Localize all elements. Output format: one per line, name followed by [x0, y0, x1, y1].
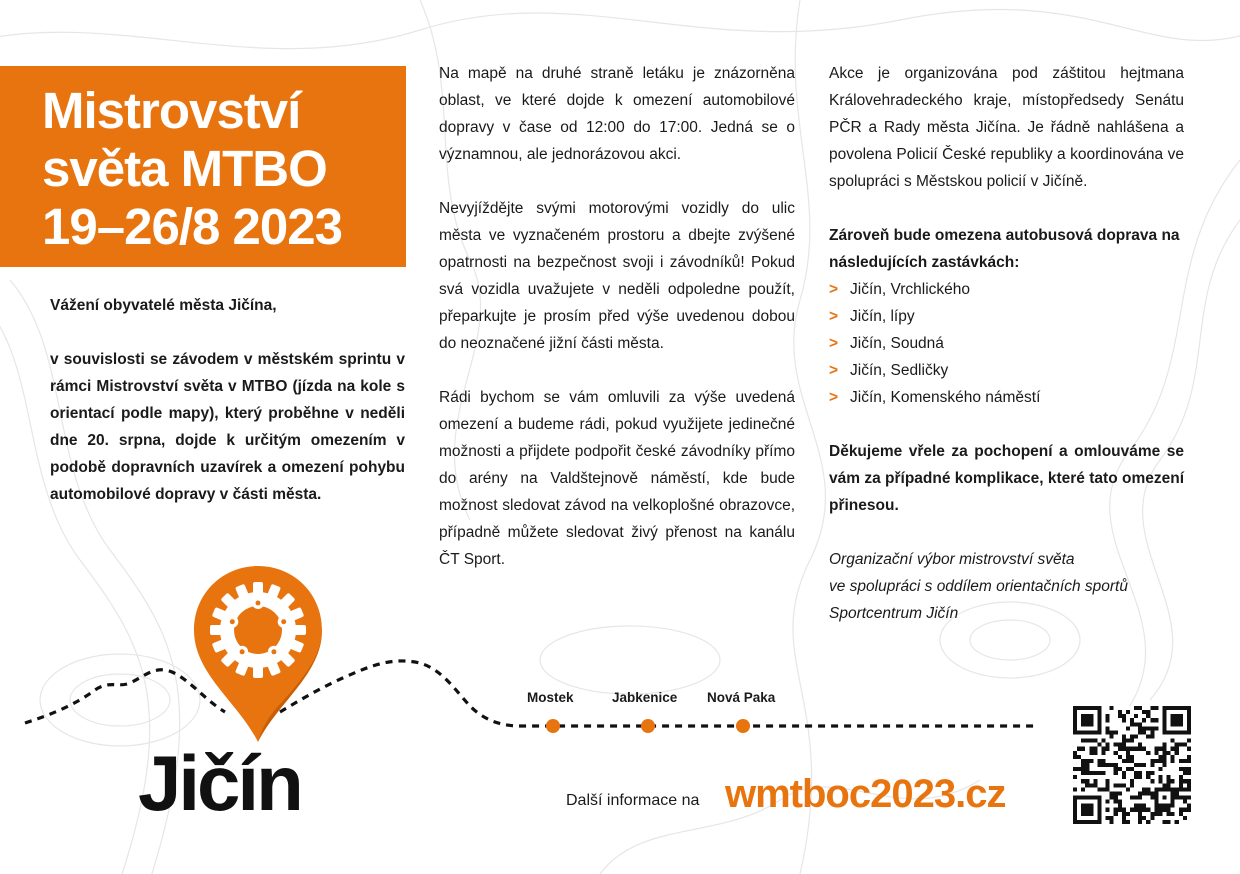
list-item: > Jičín, Vrchlického	[829, 276, 1184, 303]
list-item: > Jičín, Komenského náměstí	[829, 384, 1184, 411]
column-right	[829, 60, 1184, 627]
route-stop-dot	[546, 719, 560, 733]
route-stop-dot	[736, 719, 750, 733]
route-stop-label-mostek: Mostek	[527, 690, 574, 705]
route-stop-label-nova-paka: Nová Paka	[707, 690, 776, 705]
list-item: > Jičín, lípy	[829, 303, 1184, 330]
thanks-paragraph: Děkujeme vřele za pochopení a omlouváme se vám za případné komplikace, které tato omezení přinesou.	[829, 443, 1184, 514]
website-link[interactable]: wmtboc2023.cz	[725, 772, 1006, 816]
chevron-right-icon: >	[829, 389, 839, 406]
signature-line-1: Organizační výbor mistrovství světa	[829, 551, 1075, 568]
title-banner	[0, 66, 406, 267]
signature-line-2: ve spolupráci s oddílem orientačních sportů	[829, 578, 1128, 595]
column-middle	[439, 60, 795, 573]
map-pin-gear-icon	[190, 562, 326, 748]
intro-paragraph: v souvislosti se závodem v městském sprintu v rámci Mistrovství světa v MTBO (jízda na kole s orientací podle mapy), který proběhne v neděli dne 20. srpna, dojde k určitým omezením v podobě dopravních uzavírek a omezení pohybu automobilové dopravy v části města.	[50, 351, 405, 503]
signature-line-3: Sportcentrum Jičín	[829, 605, 959, 622]
chevron-right-icon: >	[829, 335, 839, 352]
list-item: > Jičín, Sedličky	[829, 357, 1184, 384]
more-info-label: Další informace na	[566, 792, 700, 809]
qr-code[interactable]	[1073, 706, 1191, 824]
bus-stop-list	[829, 276, 1184, 411]
bus-heading: Zároveň bude omezena autobusová doprava na následujících zastávkách:	[829, 227, 1180, 271]
chevron-right-icon: >	[829, 281, 839, 298]
route-stop-dot	[641, 719, 655, 733]
city-name: Jičín	[138, 739, 301, 827]
column-left	[50, 292, 405, 508]
warning-paragraph: Nevyjíždějte svými motorovými vozidly do ulic města ve vyznačeném prostoru a dbejte zvýšené opatrnosti na bezpečnost svoji i závodníků! Pokud svá vozidla uvažujete v neděli odpoledne použít, přeparkujte je prosím před výše uvedenou dobou do neoznačené jižní části města.	[439, 200, 795, 352]
apology-paragraph: Rádi bychom se vám omluvili za výše uvedená omezení a budeme rádi, pokud využijete jedinečné možnosti a přijdete podpořit české závodníky přímo do arény na Valdštejnově náměstí, kde bude možnost sledovat závod na velkoplošné obrazovce, případně můžete sledovat živý přenost na kanálu ČT Sport.	[439, 389, 795, 568]
patronage-paragraph: Akce je organizována pod záštitou hejtmana Královehradeckého kraje, místopředsedy Senátu PČR a Rady města Jičína. Je řádně nahlášena a povolena Policií České republiky a koordinována ve spolupráci s Městskou policií v Jičíně.	[829, 65, 1184, 190]
chevron-right-icon: >	[829, 362, 839, 379]
greeting: Vážení obyvatelé města Jičína,	[50, 297, 277, 314]
title-line-1: Mistrovství	[42, 82, 301, 139]
chevron-right-icon: >	[829, 308, 839, 325]
route-stop-label-jabkenice: Jabkenice	[612, 690, 678, 705]
title-line-3: 19–26/8 2023	[42, 198, 342, 255]
list-item: > Jičín, Soudná	[829, 330, 1184, 357]
title-line-2: světa MTBO	[42, 140, 327, 197]
map-paragraph: Na mapě na druhé straně letáku je znázorněna oblast, ve které dojde k omezení automobilové dopravy v čase od 12:00 do 17:00. Jedná se o významnou, ale jednorázovou akci.	[439, 65, 795, 163]
